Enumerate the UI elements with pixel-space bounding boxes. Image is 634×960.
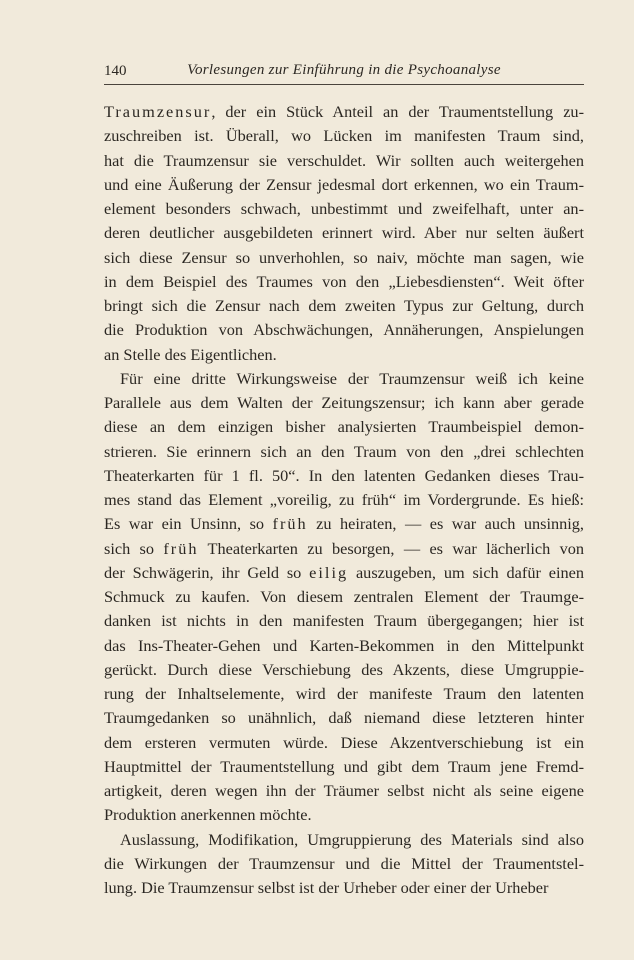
text-line (104, 634, 584, 658)
text-run: Parallele aus dem Walten der Zeitungszensur; ich kann aber gerade (104, 393, 584, 412)
emphasized-word: früh (163, 538, 199, 558)
text-run: diese an dem einzigen bisher analysierten Traumbeispiel demon- (104, 417, 584, 437)
text-line (104, 415, 584, 439)
text-line (104, 221, 584, 245)
text-run: und eine Äußerung der Zensur jedesmal dort erkennen, wo ein Traum- (104, 174, 584, 194)
text-line (104, 173, 584, 197)
text-line (104, 585, 584, 609)
paragraph (104, 100, 584, 367)
text-line (104, 100, 584, 124)
paragraph (104, 828, 584, 901)
text-line (104, 779, 584, 803)
emphasized-word: eilig (309, 562, 349, 582)
text-run: auszugeben, um sich dafür einen (348, 562, 584, 582)
text-line (104, 537, 584, 561)
text-line (104, 512, 584, 536)
paragraph (104, 367, 584, 828)
text-line (104, 658, 584, 682)
text-line (104, 246, 584, 270)
text-run: Schmuck zu kaufen. Von diesem zentralen Element der Traumge- (104, 587, 584, 606)
text-line (104, 391, 584, 415)
text-run: , der ein Stück Anteil an der Traumentstellung zu- (211, 102, 584, 121)
text-run: Theaterkarten für 1 fl. 50“. In den latenten Gedanken dieses Trau- (104, 465, 584, 485)
text-line (104, 270, 584, 294)
text-line (104, 149, 584, 173)
text-run: rung der Inhaltselemente, wird der manifeste Traum den latenten (104, 684, 584, 703)
text-run: die Produktion von Abschwächungen, Annäherungen, Anspielungen (104, 320, 584, 340)
text-line (104, 706, 584, 730)
text-run: mes stand das Element „voreilig, zu früh“ im Vordergrunde. Es hieß: (104, 490, 584, 509)
text-line (104, 852, 584, 876)
text-line (104, 197, 584, 221)
text-run: zu heiraten, — es war auch unsinnig, (307, 514, 585, 534)
text-run: Hauptmittel der Traumentstellung und gibt dem Traum jene Fremd- (104, 756, 584, 776)
text-run: deren deutlicher ausgebildeten erinnert wird. Aber nur selten äußert (104, 223, 584, 243)
text-line (104, 464, 584, 488)
emphasized-word: Traumzensur (104, 102, 212, 121)
text-run: Produktion anerkennen möchte. (104, 805, 312, 825)
body-text (104, 100, 584, 900)
text-run: lung. Die Traumzensur selbst ist der Urheber oder einer der Urheber (104, 878, 549, 897)
text-line (104, 294, 584, 318)
text-run: Auslassung, Modifikation, Umgruppierung des Materials sind also (120, 829, 584, 849)
text-line (104, 488, 584, 512)
text-line (104, 731, 584, 755)
text-run: in dem Beispiel des Traumes von den „Liebesdiensten“. Weit öfter (104, 271, 584, 291)
text-run: die Wirkungen der Traumzensur und die Mittel der Traumentstel- (104, 853, 584, 873)
text-run: sich so (104, 538, 164, 558)
text-run: das Ins-Theater-Gehen und Karten-Bekommen in den Mittelpunkt (104, 635, 584, 655)
text-line (104, 682, 584, 706)
text-run: sich diese Zensur so unverhohlen, so naiv, möchte man sagen, wie (104, 247, 584, 267)
text-line (104, 876, 584, 900)
text-line (104, 343, 584, 367)
text-run: danken ist nichts in den manifesten Traum übergegangen; hier ist (104, 611, 584, 631)
text-line (104, 609, 584, 633)
text-run: dem ersteren vermuten würde. Diese Akzentverschiebung ist ein (104, 732, 584, 752)
text-run: Es war ein Unsinn, so (104, 514, 273, 534)
text-run: hat die Traumzensur sie verschuldet. Wir sollten auch weitergehen (104, 150, 584, 170)
text-run: Für eine dritte Wirkungsweise der Traumzensur weiß ich keine (120, 368, 584, 388)
emphasized-word: früh (272, 514, 308, 534)
text-line (104, 755, 584, 779)
page-number: 140 (104, 63, 127, 79)
text-line (104, 440, 584, 464)
text-run: strieren. Sie erinnern sich an den Traum von den „drei schlechten (104, 441, 584, 461)
text-run: bringt sich die Zensur nach dem zweiten Typus zur Geltung, durch (104, 296, 584, 315)
running-title: Vorlesungen zur Einführung in die Psychoanalyse (187, 62, 501, 78)
text-run: element besonders schwach, unbestimmt und zweifelhaft, unter an- (104, 199, 584, 218)
text-line (104, 803, 584, 827)
text-line (104, 561, 584, 585)
text-run: der Schwägerin, ihr Geld so (104, 562, 310, 582)
page-header (104, 60, 584, 85)
text-run: Theaterkarten zu besorgen, — es war lächerlich von (198, 538, 584, 558)
text-run: gerückt. Durch diese Verschiebung des Akzents, diese Umgruppie- (104, 659, 584, 679)
text-line (104, 124, 584, 148)
text-run: an Stelle des Eigentlichen. (104, 344, 277, 364)
text-line (104, 318, 584, 342)
text-line (104, 367, 584, 391)
text-run: artigkeit, deren wegen ihn der Träumer selbst nicht als seine eigene (104, 781, 584, 800)
text-run: Traumgedanken so unähnlich, daß niemand diese letzteren hinter (104, 708, 584, 728)
text-line (104, 828, 584, 852)
text-run: zuschreiben ist. Überall, wo Lücken im manifesten Traum sind, (104, 126, 584, 146)
